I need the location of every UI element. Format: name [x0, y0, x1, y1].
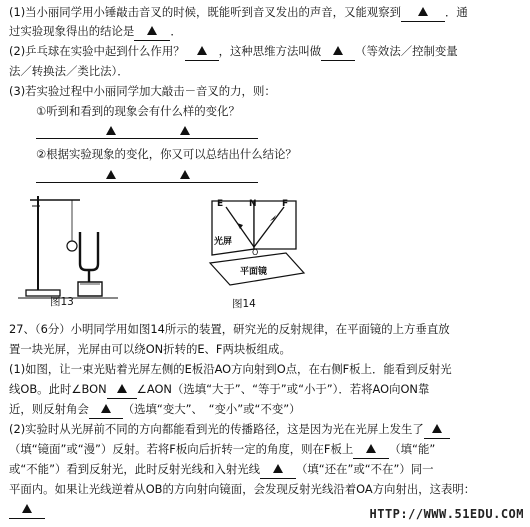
q27-line5	[9, 400, 301, 419]
answer-triangle-icon	[117, 384, 127, 393]
answer-blank[interactable]	[185, 42, 219, 61]
figure-14-label-n: N	[249, 199, 257, 209]
q1-text-b: 过实验现象得出的结论是	[9, 24, 135, 38]
figure-13-tuning-fork-diagram	[18, 190, 128, 310]
answer-triangle-icon	[180, 126, 190, 135]
q3-intro	[9, 82, 276, 100]
answer-triangle-icon	[273, 464, 283, 473]
q27-text-l5a: 近，则反射角会	[9, 402, 89, 416]
q3-intro-text: (3)若实验过程中小丽同学加大敲击－音叉的力，则：	[9, 84, 276, 98]
q2-text-a-end: （等效法／控制变量	[355, 44, 458, 58]
answer-triangle-icon	[197, 46, 207, 55]
answer-triangle-icon	[418, 7, 428, 16]
q3-sub1-answer-line[interactable]	[36, 122, 258, 139]
q2-text-a-mid: ，这种思维方法叫做	[218, 44, 322, 58]
q27-line8	[9, 460, 434, 479]
answer-blank[interactable]	[89, 400, 123, 419]
answer-triangle-icon	[180, 170, 190, 179]
figure-13-caption: 图13	[50, 296, 74, 308]
q1-line2	[9, 22, 182, 41]
q2-line1	[9, 42, 458, 61]
answer-blank[interactable]	[401, 3, 445, 22]
q27-text-l3: (1)如图，让一束光贴着光屏左侧的E板沿AO方向射到O点，在右侧F板上．能看到反射光	[9, 362, 452, 376]
answer-blank[interactable]	[9, 500, 45, 519]
answer-triangle-icon	[101, 404, 111, 413]
answer-triangle-icon	[432, 424, 442, 433]
q1-line1	[9, 3, 468, 22]
answer-triangle-icon	[106, 170, 116, 179]
q27-line9	[9, 480, 475, 498]
answer-blank[interactable]	[134, 22, 170, 41]
q27-text-l4a: 线OB。此时∠BON	[9, 382, 107, 396]
q3-sub2-text: ②根据实验现象的变化，你又可以总结出什么结论？	[36, 147, 297, 161]
q27-text-l1: 27、（6分）小明同学用如图14所示的装置，研究光的反射规律，在平面镜的上方垂直放	[9, 322, 450, 336]
q27-text-l5b: （选填“变大”、 “变小”或“不变”）	[122, 402, 301, 416]
answer-blank[interactable]	[107, 380, 137, 399]
q1-text-a: (1)当小丽同学用小锤敲击音叉的时候，既能听到音叉发出的声音，又能观察到	[9, 5, 402, 19]
q27-line7	[9, 440, 435, 459]
q1-text-a-end: ．通	[445, 5, 468, 19]
q3-sub2-answer-line[interactable]	[36, 166, 258, 183]
q27-text-l8a: 或“不能”）看到反射光，此时反射光线和入射光线	[9, 462, 261, 476]
figure-14-label-mirror: 平面镜	[240, 267, 268, 277]
q27-text-l7b: （填“能”	[389, 442, 436, 456]
q2-line2	[9, 62, 129, 80]
q27-line1	[9, 320, 450, 338]
figure-14-label-f: F	[282, 199, 289, 209]
q27-line10	[9, 500, 45, 519]
q3-sub2	[36, 145, 297, 163]
q27-line4	[9, 380, 429, 399]
answer-triangle-icon	[366, 444, 376, 453]
q27-line3	[9, 360, 452, 378]
q27-text-l8b: （填“还在”或“不在”）同一	[296, 462, 434, 476]
q2-text-b: 法／转换法／类比法）．	[9, 64, 129, 78]
answer-blank[interactable]	[260, 460, 296, 479]
q2-text-a: (2)乒乓球在实验中起到什么作用？	[9, 44, 185, 58]
q27-line2	[9, 340, 291, 358]
answer-blank[interactable]	[321, 42, 355, 61]
q27-text-l6a: (2)实验时从光屏前不同的方向都能看到光的传播路径，这是因为光在光屏上发生了	[9, 422, 424, 436]
figure-14-label-o: O	[252, 248, 259, 257]
website-watermark: HTTP://WWW.51EDU.COM	[369, 507, 524, 521]
answer-triangle-icon	[333, 46, 343, 55]
q27-text-l7a: （填“镜面”或“漫”）反射。若将F板向后折转一定的角度，则在F板上	[9, 442, 354, 456]
q3-sub1	[36, 102, 240, 120]
figure-14-label-e: E	[217, 199, 224, 209]
answer-triangle-icon	[22, 504, 32, 513]
figure-14-label-screen: 光屏	[214, 237, 233, 247]
q27-text-l4b: ∠AON（选填“大于”、“等于”或“小于”）．若将AO向ON靠	[136, 382, 430, 396]
answer-blank[interactable]	[353, 440, 389, 459]
q3-sub1-text: ①听到和看到的现象会有什么样的变化？	[36, 104, 240, 118]
answer-blank[interactable]	[424, 420, 450, 439]
q1-text-b-end: ．	[170, 24, 182, 38]
answer-triangle-icon	[106, 126, 116, 135]
answer-triangle-icon	[147, 26, 157, 35]
q27-text-l2: 置一块光屏，光屏由可以绕ON折转的E、F两块板组成。	[9, 342, 291, 356]
q27-line6	[9, 420, 450, 439]
q27-text-l9: 平面内。如果让光线逆着从OB的方向射向镜面，会发现反射光线沿着OA方向射出，这表明：	[9, 482, 476, 496]
figure-14-caption: 图14	[232, 298, 256, 310]
